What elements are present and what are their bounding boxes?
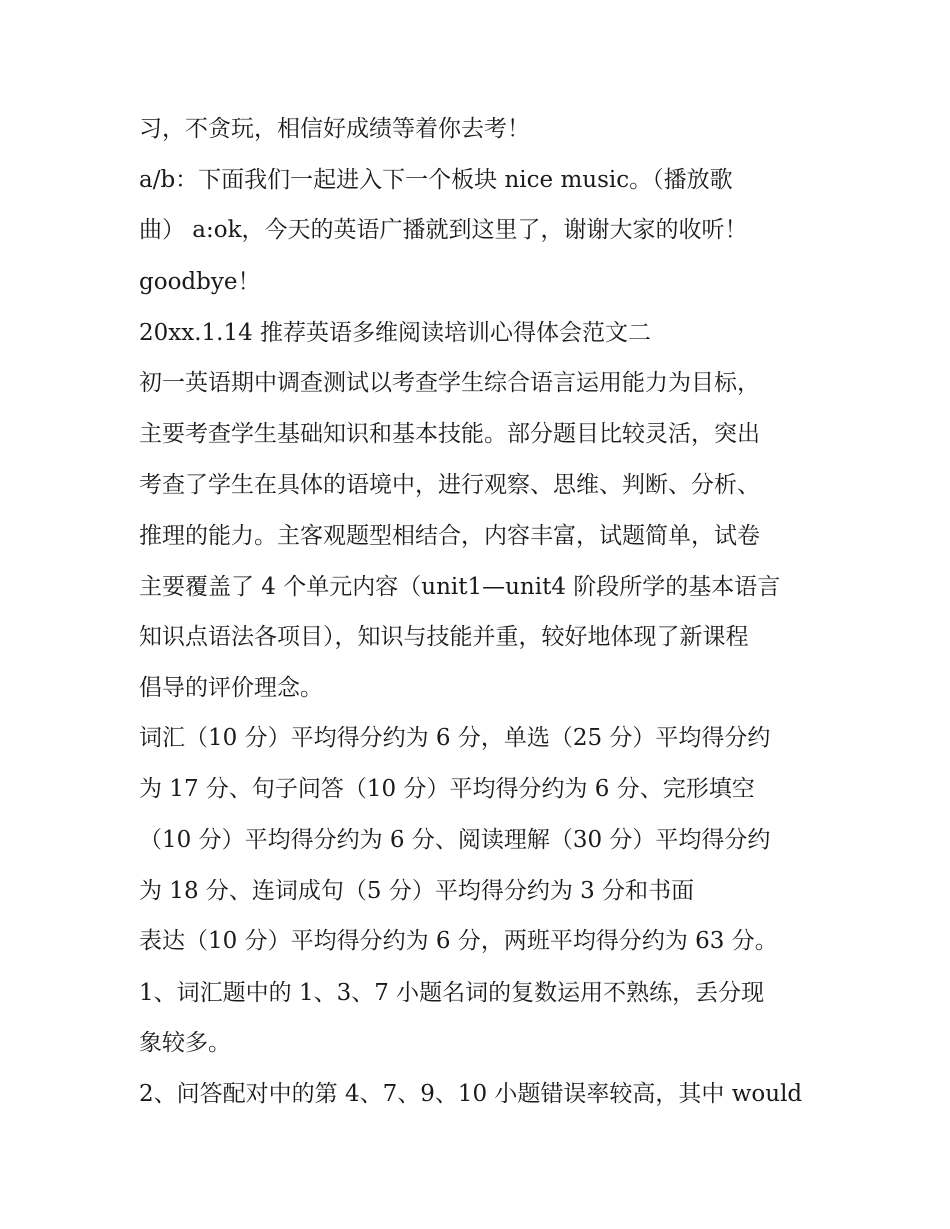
text-line: a/b：下面我们一起进入下一个板块 nice music。（播放歌 (139, 167, 733, 193)
text-line: 知识点语法各项目），知识与技能并重，较好地体现了新课程 (139, 624, 749, 650)
text-line: 考查了学生在具体的语境中，进行观察、思维、判断、分析、 (139, 472, 760, 498)
text-line: 主要覆盖了 4 个单元内容（unit1—unit4 阶段所学的基本语言 (139, 574, 781, 600)
text-line: 象较多。 (139, 1030, 231, 1056)
text-line: 2、问答配对中的第 4、7、9、10 小题错误率较高，其中 would (139, 1081, 803, 1107)
text-line: 主要考查学生基础知识和基本技能。部分题目比较灵活，突出 (139, 421, 760, 447)
text-line: 曲） a:ok，今天的英语广播就到这里了，谢谢大家的收听！ (139, 217, 748, 243)
section-heading: 20xx.1.14 推荐英语多维阅读培训心得体会范文二 (139, 320, 652, 346)
text-line: 倡导的评价理念。 (139, 675, 323, 701)
text-line: 1、词汇题中的 1、3、7 小题名词的复数运用不熟练，丢分现 (139, 980, 765, 1006)
text-line: 词汇（10 分）平均得分约为 6 分，单选（25 分）平均得分约 (139, 725, 771, 751)
text-line: goodbye！ (139, 269, 261, 295)
text-line: 表达（10 分）平均得分约为 6 分，两班平均得分约为 63 分。 (139, 928, 778, 954)
text-line: 为 17 分、句子问答（10 分）平均得分约为 6 分、完形填空 (139, 776, 755, 802)
text-line: 习，不贪玩，相信好成绩等着你去考！ (139, 116, 530, 142)
text-line: （10 分）平均得分约为 6 分、阅读理解（30 分）平均得分约 (139, 827, 771, 853)
text-line: 为 18 分、连词成句（5 分）平均得分约为 3 分和书面 (139, 878, 695, 904)
text-line: 初一英语期中调查测试以考查学生综合语言运用能力为目标， (139, 370, 760, 396)
text-line: 推理的能力。主客观题型相结合，内容丰富，试题简单，试卷 (139, 523, 760, 549)
